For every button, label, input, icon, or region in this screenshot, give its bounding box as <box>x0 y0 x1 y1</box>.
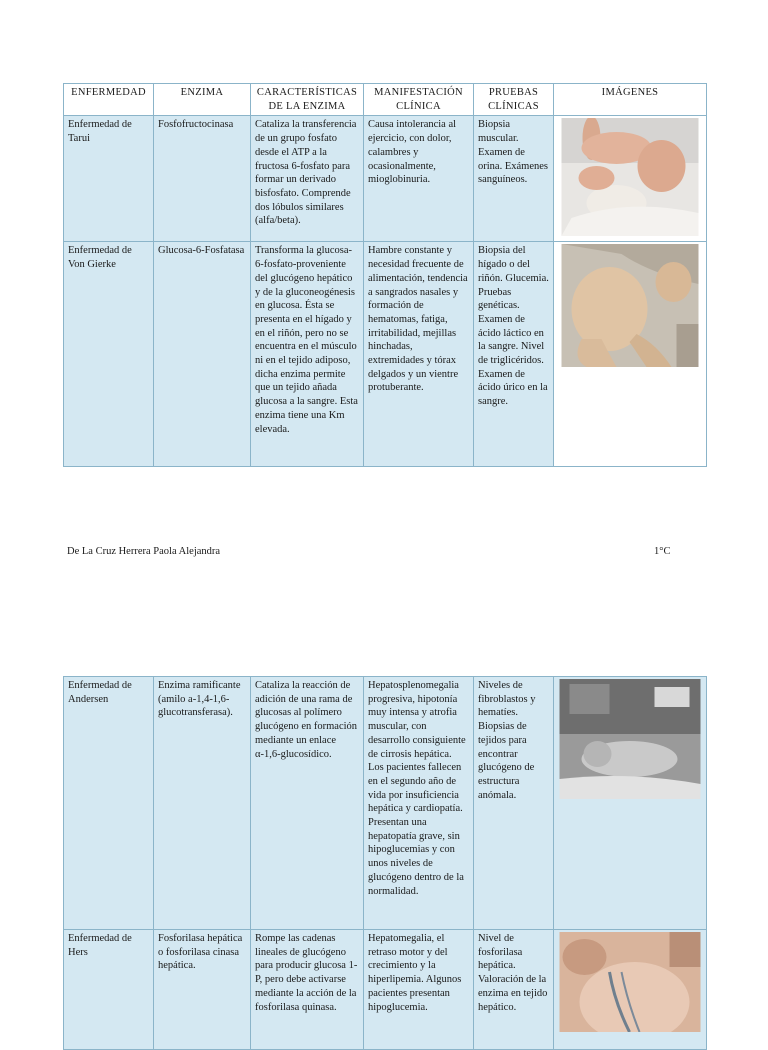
header-manifestation: MANIFESTACIÓN CLÍNICA <box>364 84 474 116</box>
table-row <box>64 930 707 1050</box>
enzyme-cell: Fosfofructocinasa <box>154 116 251 242</box>
enzyme-cell: Glucosa-6-Fosfatasa <box>154 242 251 467</box>
header-disease: ENFERMEDAD <box>64 84 154 116</box>
patient-photo-von-gierke <box>556 244 704 367</box>
grade-label: 1°C <box>654 546 671 557</box>
patient-photo-hers <box>556 932 704 1032</box>
disease-cell: Enfermedad de Andersen <box>64 677 154 930</box>
image-cell <box>554 242 707 467</box>
table-row <box>64 116 707 242</box>
table-header-row <box>64 84 707 116</box>
characteristics-cell: Transforma la glucosa-6-fosfato-proveniente del glucógeno hepático y de la gluconeogénesis en glucosa. Ésta se presenta en el hígado y en el riñón, pero no se encuentra en el músculo ni en el tejido adiposo, dicha enzima permite que un tejido añada glucosa a la sangre. Esta enzima tiene una Km elevada. <box>251 242 364 467</box>
table-row <box>64 677 707 930</box>
manifestation-cell: Hepatomegalia, el retraso motor y del crecimiento y la hiperlipemia. Algunos pacientes presentan hipoglucemia. <box>364 930 474 1050</box>
characteristics-cell: Cataliza la reacción de adición de una rama de glucosas al polímero glucógeno en formación mediante un enlace α-1,6-glucosídico. <box>251 677 364 930</box>
disease-cell: Enfermedad de Tarui <box>64 116 154 242</box>
manifestation-cell: Hepatosplenomegalia progresiva, hipotonía muy intensa y atrofia muscular, con desarrollo consiguiente de cirrosis hepática. Los pacientes fallecen en el segundo año de vida por insuficiencia hepática y cardiopatía. Presentan una hepatopatía grave, sin hipoglucemias y con unos niveles de glucógeno dentro de la normalidad. <box>364 677 474 930</box>
patient-photo-tarui <box>556 118 704 236</box>
glycogen-disease-table-1 <box>63 83 707 467</box>
header-enzyme: ENZIMA <box>154 84 251 116</box>
tests-cell: Biopsia del hígado o del riñón. Glucemia. Pruebas genéticas. Examen de ácido láctico en la sangre. Nivel de triglicéridos. Examen de ácido úrico en la sangre. <box>474 242 554 467</box>
glycogen-disease-table-2 <box>63 676 707 1050</box>
manifestation-cell: Hambre constante y necesidad frecuente de alimentación, tendencia a sangrados nasales y formación de hematomas, fatiga, irritabilidad, mejillas hinchadas, extremidades y tórax delgados y un vientre protuberante. <box>364 242 474 467</box>
manifestation-cell: Causa intolerancia al ejercicio, con dolor, calambres y ocasionalmente, mioglobinuria. <box>364 116 474 242</box>
tests-cell: Nivel de fosforilasa hepática. Valoración de la enzima en tejido hepático. <box>474 930 554 1050</box>
disease-cell: Enfermedad de Von Gierke <box>64 242 154 467</box>
author-name: De La Cruz Herrera Paola Alejandra <box>67 546 221 557</box>
image-cell <box>554 116 707 242</box>
image-cell <box>554 677 707 930</box>
header-characteristics: CARACTERÍSTICAS DE LA ENZIMA <box>251 84 364 116</box>
characteristics-cell: Cataliza la transferencia de un grupo fosfato desde el ATP a la fructosa 6-fosfato para formar un derivado bisfosfato. Comprende dos lóbulos similares (alfa/beta). <box>251 116 364 242</box>
table-row <box>64 242 707 467</box>
enzyme-cell: Enzima ramificante (amilo a-1,4-1,6-glucotransferasa). <box>154 677 251 930</box>
disease-cell: Enfermedad de Hers <box>64 930 154 1050</box>
header-tests: PRUEBAS CLÍNICAS <box>474 84 554 116</box>
patient-photo-andersen <box>556 679 704 799</box>
characteristics-cell: Rompe las cadenas lineales de glucógeno para producir glucosa 1-P, pero debe activarse mediante la acción de la fosforilasa quinasa. <box>251 930 364 1050</box>
enzyme-cell: Fosforilasa hepática o fosforilasa cinasa hepática. <box>154 930 251 1050</box>
image-cell <box>554 930 707 1050</box>
header-images: IMÁGENES <box>554 84 707 116</box>
tests-cell: Biopsia muscular. Examen de orina. Exámenes sanguíneos. <box>474 116 554 242</box>
tests-cell: Niveles de fibroblastos y hematíes. Biopsias de tejidos para encontrar glucógeno de estructura anómala. <box>474 677 554 930</box>
